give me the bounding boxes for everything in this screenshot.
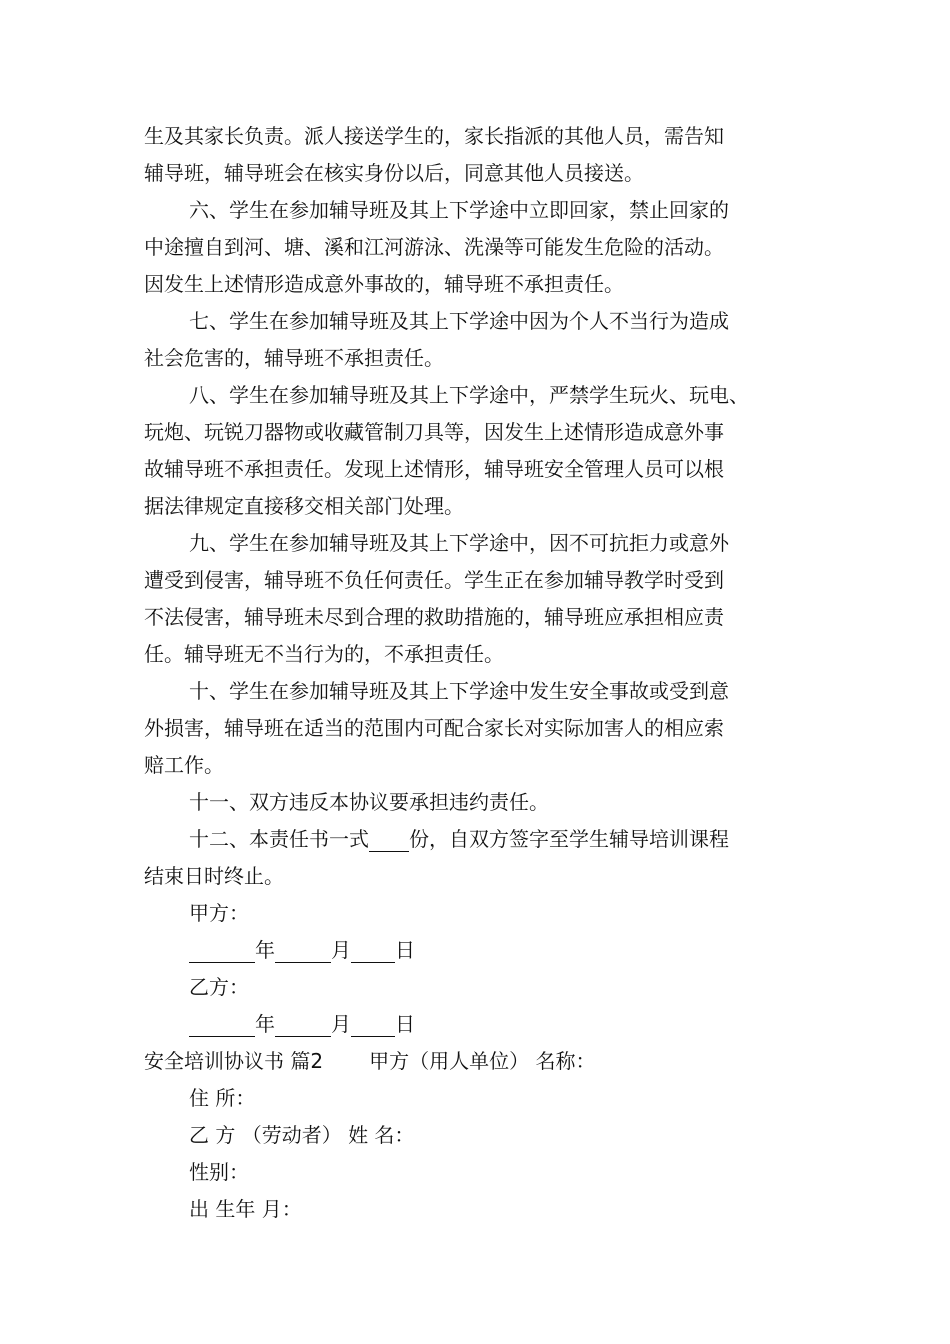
document-text-line: 辅导班，辅导班会在核实身份以后，同意其他人员接送。 [144, 161, 644, 185]
document-text-line: 据法律规定直接移交相关部门处理。 [144, 494, 464, 518]
document-text-line: 六、学生在参加辅导班及其上下学途中立即回家，禁止回家的 [189, 198, 729, 222]
document-text-line: 赔工作。 [144, 753, 224, 777]
month-label: 月 [331, 938, 351, 962]
document-text-line: 九、学生在参加辅导班及其上下学途中，因不可抗拒力或意外 [189, 531, 729, 555]
document-text-line: 遭受到侵害，辅导班不负任何责任。学生正在参加辅导教学时受到 [144, 568, 724, 592]
day-label: 日 [395, 1012, 415, 1036]
document-body [144, 118, 824, 1228]
clause-lines [144, 118, 824, 821]
clause-12-continuation: 结束日时终止。 [144, 864, 284, 888]
document-text-line: 生及其家长负责。派人接送学生的，家长指派的其他人员，需告知 [144, 124, 724, 148]
document-text-line: 七、学生在参加辅导班及其上下学途中因为个人不当行为造成 [189, 309, 729, 333]
day-blank [351, 1012, 395, 1037]
copies-blank [369, 827, 409, 852]
address-label: 住 所： [189, 1086, 256, 1110]
month-blank [275, 1012, 331, 1037]
document-text-line: 不法侵害，辅导班未尽到合理的救助措施的，辅导班应承担相应责 [144, 605, 724, 629]
document-text-line: 十、学生在参加辅导班及其上下学途中发生安全事故或受到意 [189, 679, 729, 703]
clause-12-text-after: 份，自双方签字至学生辅导培训课程 [409, 827, 729, 851]
document-text-line: 任。辅导班无不当行为的，不承担责任。 [144, 642, 504, 666]
section-2-title: 安全培训协议书 篇2 [144, 1049, 324, 1073]
birth-date-label: 出 生年 月： [189, 1197, 302, 1221]
document-text-line: 因发生上述情形造成意外事故的，辅导班不承担责任。 [144, 272, 624, 296]
section-2-heading-line [144, 1043, 824, 1080]
month-label: 月 [331, 1012, 351, 1036]
party-b-label: 乙方： [189, 975, 249, 999]
year-label: 年 [255, 938, 275, 962]
gender-label: 性别： [189, 1160, 249, 1184]
document-text-line: 社会危害的，辅导班不承担责任。 [144, 346, 444, 370]
party-a-label: 甲方： [189, 901, 249, 925]
document-text-line: 十一、双方违反本协议要承担违约责任。 [189, 790, 549, 814]
clause-12-text-before: 十二、本责任书一式 [189, 827, 369, 851]
document-text-line: 玩炮、玩锐刀器物或收藏管制刀具等，因发生上述情形造成意外事 [144, 420, 724, 444]
document-text-line: 八、学生在参加辅导班及其上下学途中，严禁学生玩火、玩电、 [189, 383, 749, 407]
month-blank [275, 938, 331, 963]
party-a-employer-name-label: 甲方（用人单位） 名称： [369, 1049, 596, 1073]
party-b-worker-name-label: 乙 方 （劳动者） 姓 名： [189, 1123, 415, 1147]
document-text-line: 外损害，辅导班在适当的范围内可配合家长对实际加害人的相应索 [144, 716, 724, 740]
document-text-line: 中途擅自到河、塘、溪和江河游泳、洗澡等可能发生危险的活动。 [144, 235, 724, 259]
year-label: 年 [255, 1012, 275, 1036]
document-text-line: 故辅导班不承担责任。发现上述情形，辅导班安全管理人员可以根 [144, 457, 724, 481]
day-label: 日 [395, 938, 415, 962]
year-blank [189, 1012, 255, 1037]
party-a-date-line [144, 932, 824, 969]
party-b-date-line [144, 1006, 824, 1043]
clause-12-line [144, 821, 824, 858]
year-blank [189, 938, 255, 963]
day-blank [351, 938, 395, 963]
